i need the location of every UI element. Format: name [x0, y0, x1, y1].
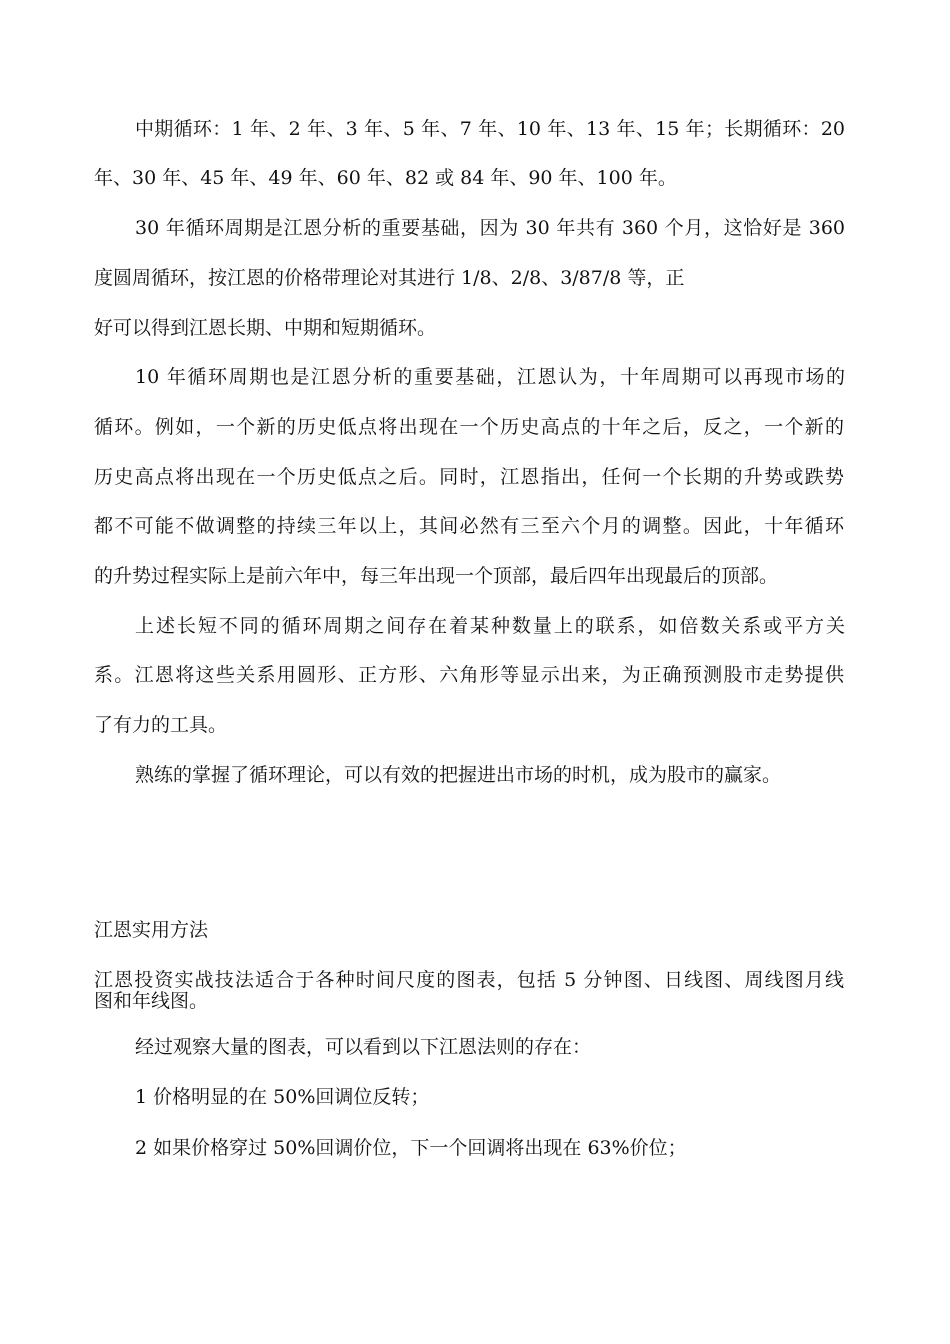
section-title: 江恩实用方法	[94, 919, 209, 941]
rule-item-2: 2 如果价格穿过 50%回调价位，下一个回调将出现在 63%价位；	[135, 1137, 687, 1159]
observation-text: 经过观察大量的图表，可以看到以下江恩法则的存在：	[135, 1036, 592, 1058]
paragraph-1-line-1: 中期循环：1 年、2 年、3 年、5 年、7 年、10 年、13 年、15 年；长期循环：20	[135, 118, 845, 140]
section-intro-line-1: 江恩投资实战技法适合于各种时间尺度的图表，包括 5 分钟图、日线图、周线图月线	[94, 969, 844, 991]
paragraph-3-line-5: 的升势过程实际上是前六年中，每三年出现一个顶部，最后四年出现最后的顶部。	[94, 565, 779, 587]
paragraph-2-line-3: 好可以得到江恩长期、中期和短期循环。	[94, 317, 437, 339]
paragraph-3-line-2: 循环。例如，一个新的历史低点将出现在一个历史高点的十年之后，反之，一个新的	[94, 416, 844, 438]
paragraph-4-line-1: 上述长短不同的循环周期之间存在着某种数量上的联系，如倍数关系或平方关	[135, 615, 845, 637]
section-intro-line-2: 图和年线图。	[94, 990, 209, 1012]
paragraph-2-line-2: 度圆周循环，按江恩的价格带理论对其进行 1/8、2/8、3/87/8 等，正	[94, 267, 685, 289]
paragraph-3-line-4: 都不可能不做调整的持续三年以上，其间必然有三至六个月的调整。因此，十年循环	[94, 515, 844, 537]
paragraph-3-line-1: 10 年循环周期也是江恩分析的重要基础，江恩认为，十年周期可以再现市场的	[135, 366, 845, 388]
paragraph-4-line-2: 系。江恩将这些关系用圆形、正方形、六角形等显示出来，为正确预测股市走势提供	[94, 664, 844, 686]
paragraph-1-line-2: 年、30 年、45 年、49 年、60 年、82 或 84 年、90 年、100 年。	[94, 167, 677, 189]
paragraph-3-line-3: 历史高点将出现在一个历史低点之后。同时，江恩指出，任何一个长期的升势或跌势	[94, 466, 844, 488]
paragraph-4-line-3: 了有力的工具。	[94, 714, 228, 736]
rule-item-1: 1 价格明显的在 50%回调位反转；	[135, 1086, 430, 1108]
paragraph-5-line-1: 熟练的掌握了循环理论，可以有效的把握进出市场的时机，成为股市的赢家。	[135, 764, 782, 786]
paragraph-2-line-1: 30 年循环周期是江恩分析的重要基础，因为 30 年共有 360 个月，这恰好是 360	[135, 217, 845, 239]
